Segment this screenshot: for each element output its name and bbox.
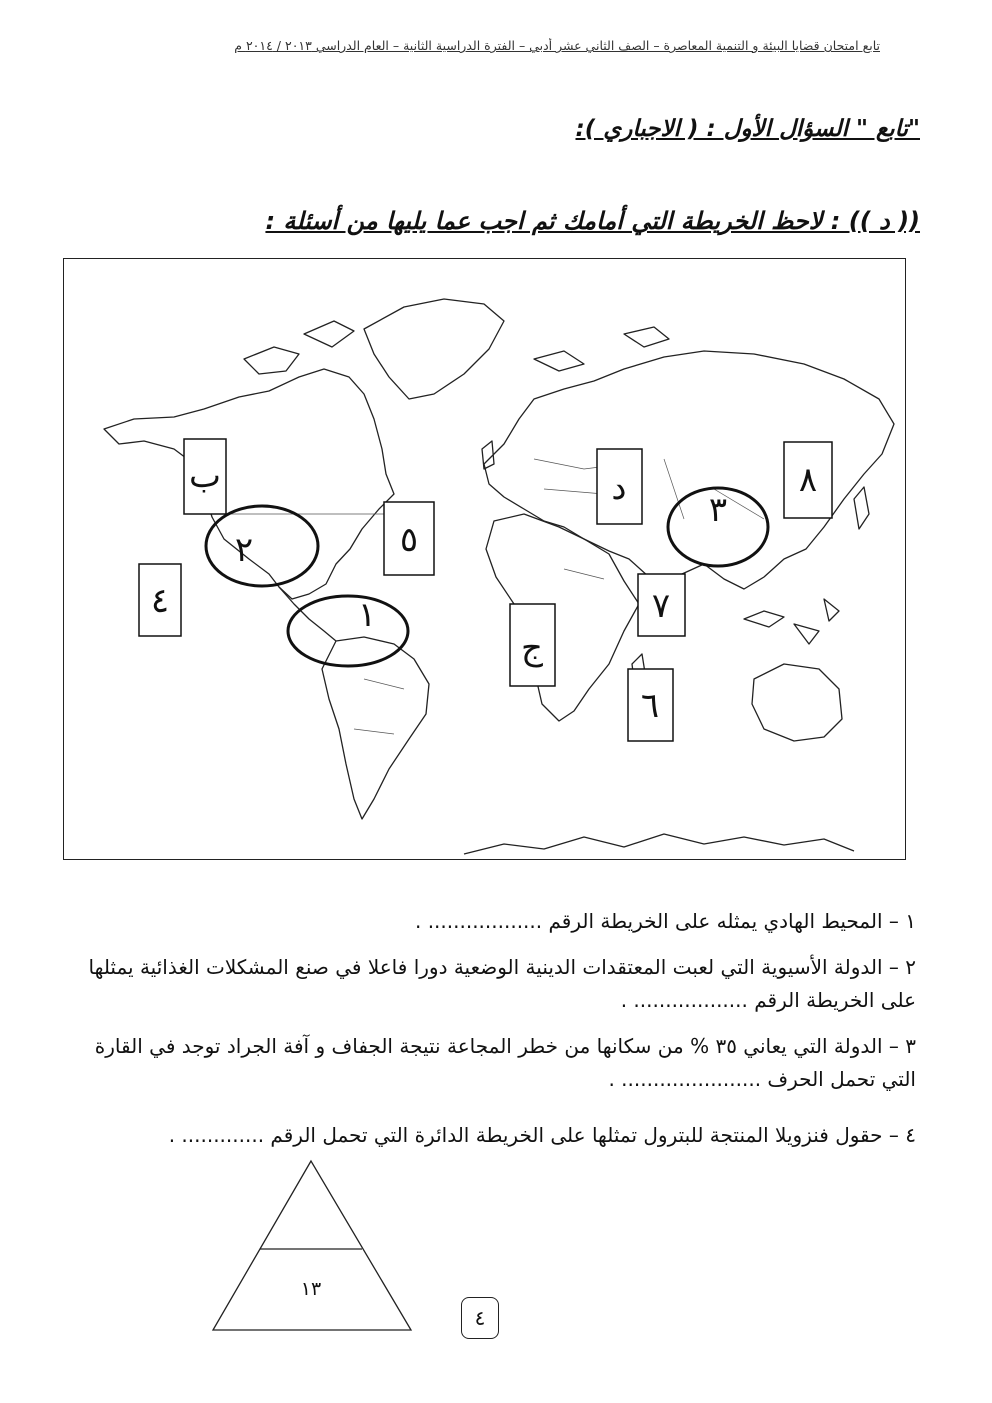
indonesia-outline bbox=[744, 599, 839, 644]
greenland-outline bbox=[364, 299, 504, 399]
map-instruction: (( د )) : لاحظ الخريطة التي أمامك ثم اجب عما يليها من أسئلة : bbox=[265, 207, 920, 235]
section-title: "تابع " السؤال الأول : ( الاجباري ): bbox=[575, 116, 920, 142]
label-3: ٣ bbox=[708, 490, 728, 530]
circle-2 bbox=[206, 506, 318, 586]
japan-outline bbox=[854, 487, 869, 529]
exam-header: تابع امتحان قضايا البيئة و التنمية المعاصرة – الصف الثاني عشر أدبي – الفترة الدراسية الثانية – العام الدراسي ٢٠١٣ / ٢٠١٤ م bbox=[234, 38, 880, 53]
antarctica-outline bbox=[464, 834, 854, 854]
label-j: ج bbox=[521, 628, 543, 668]
pyramid-label: ١٣ bbox=[300, 1278, 322, 1300]
border-line bbox=[354, 459, 764, 734]
label-b: ب bbox=[188, 456, 222, 496]
question-2: ٢ – الدولة الأسيوية التي لعبت المعتقدات الدينية الوضعية دورا فاعلا في صنع المشكلات الغذائية يمثلها على الخريطة الرقم .................. . bbox=[88, 955, 916, 1012]
world-map bbox=[63, 258, 906, 860]
label-boxes bbox=[139, 439, 832, 741]
world-map-drawing bbox=[64, 259, 907, 861]
label-8: ٨ bbox=[798, 460, 818, 500]
pyramid-diagram bbox=[205, 1155, 417, 1339]
question-4: ٤ – حقول فنزويلا المنتجة للبترول تمثلها على الخريطة الدائرة التي تحمل الرقم ............. . bbox=[168, 1123, 916, 1147]
label-5: ٥ bbox=[399, 520, 419, 560]
label-1: ١ bbox=[357, 595, 377, 635]
label-4: ٤ bbox=[150, 581, 170, 621]
pyramid-outline bbox=[213, 1161, 411, 1330]
continent-outlines bbox=[104, 299, 894, 854]
arctic-islands-outline bbox=[244, 321, 669, 374]
pyramid-drawing bbox=[205, 1155, 417, 1335]
circle-1 bbox=[288, 596, 408, 666]
question-1: ١ – المحيط الهادي يمثله على الخريطة الرقم .................. . bbox=[414, 909, 916, 933]
label-2: ٢ bbox=[234, 530, 254, 570]
label-6: ٦ bbox=[640, 686, 660, 726]
question-3: ٣ – الدولة التي يعاني ٣٥ % من سكانها من خطر المجاعة نتيجة الجفاف و آفة الجراد توجد في القارة التي تحمل الحرف ...................... . bbox=[94, 1034, 916, 1091]
africa-outline bbox=[486, 514, 639, 721]
australia-outline bbox=[752, 664, 842, 741]
page-number: ٤ bbox=[461, 1297, 499, 1339]
label-7: ٧ bbox=[651, 586, 671, 626]
label-d: د bbox=[611, 468, 627, 508]
